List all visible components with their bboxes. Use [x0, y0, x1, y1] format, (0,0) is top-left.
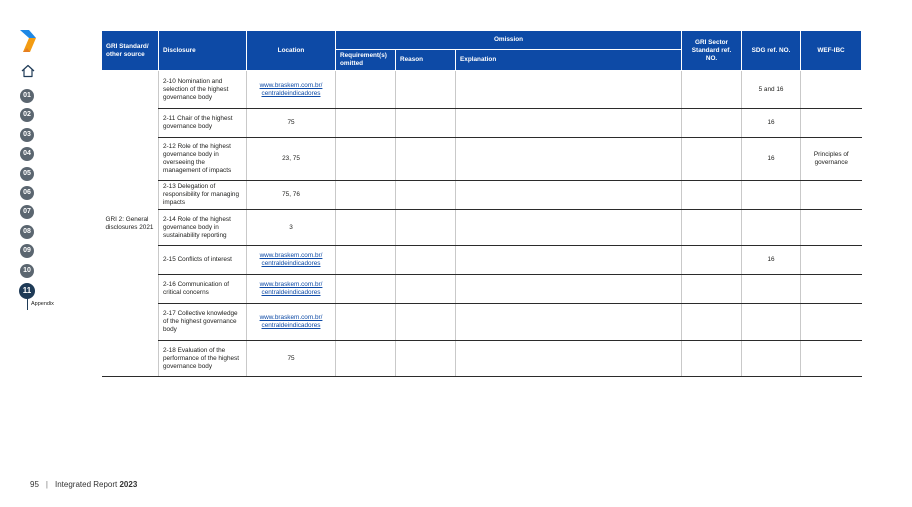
requirement-cell: [336, 246, 396, 275]
header-wef-ibc: WEF-IBC: [801, 31, 862, 71]
explanation-cell: [456, 109, 682, 138]
gri-content-index-table: [101, 30, 862, 377]
disclosure-cell: 2-12 Role of the highest governance body in overseeing the management of impacts: [159, 138, 247, 181]
location-cell: 23, 75: [247, 138, 336, 181]
sector-standard-cell: [682, 275, 742, 304]
sector-standard-cell: [682, 138, 742, 181]
sector-standard-cell: [682, 109, 742, 138]
explanation-cell: [456, 304, 682, 341]
sector-standard-cell: [682, 71, 742, 109]
wef-ibc-cell: [801, 109, 862, 138]
wef-ibc-cell: [801, 71, 862, 109]
active-chapter-marker: [27, 298, 28, 310]
location-cell: [247, 304, 336, 341]
sector-standard-cell: [682, 341, 742, 377]
sdg-cell: [742, 275, 801, 304]
explanation-cell: [456, 246, 682, 275]
sector-standard-cell: [682, 210, 742, 246]
sector-standard-cell: [682, 181, 742, 210]
table-row: [102, 181, 862, 210]
header-standard: GRI Standard/ other source: [102, 31, 159, 71]
header-omission: Omission: [336, 31, 682, 50]
wef-ibc-cell: [801, 210, 862, 246]
indicators-link[interactable]: www.braskem.com.br/ centraldeindicadores: [259, 252, 323, 267]
disclosure-cell: 2-14 Role of the highest governance body in sustainability reporting: [159, 210, 247, 246]
location-cell: 75: [247, 341, 336, 377]
location-cell: [247, 275, 336, 304]
sdg-cell: [742, 181, 801, 210]
disclosure-cell: 2-17 Collective knowledge of the highest governance body: [159, 304, 247, 341]
chapter-03-button[interactable]: 03: [20, 128, 34, 142]
reason-cell: [396, 304, 456, 341]
reason-cell: [396, 210, 456, 246]
sdg-cell: 16: [742, 246, 801, 275]
requirement-cell: [336, 138, 396, 181]
header-sdg: SDG ref. NO.: [742, 31, 801, 71]
location-cell: [247, 71, 336, 109]
explanation-cell: [456, 275, 682, 304]
table-row: [102, 138, 862, 181]
chapter-02-button[interactable]: 02: [20, 108, 34, 122]
header-reason: Reason: [396, 50, 456, 71]
reason-cell: [396, 109, 456, 138]
explanation-cell: [456, 181, 682, 210]
location-cell: 75, 76: [247, 181, 336, 210]
sector-standard-cell: [682, 246, 742, 275]
header-requirement: Requirement(s) omitted: [336, 50, 396, 71]
chapter-07-button[interactable]: 07: [20, 205, 34, 219]
table-row: [102, 71, 862, 109]
disclosure-cell: 2-13 Delegation of responsibility for managing impacts: [159, 181, 247, 210]
reason-cell: [396, 181, 456, 210]
requirement-cell: [336, 341, 396, 377]
indicators-link[interactable]: www.braskem.com.br/ centraldeindicadores: [259, 81, 323, 97]
sdg-cell: [742, 341, 801, 377]
disclosure-cell: 2-15 Conflicts of interest: [159, 246, 247, 275]
indicators-link[interactable]: www.braskem.com.br/ centraldeindicadores: [259, 314, 323, 329]
explanation-cell: [456, 210, 682, 246]
requirement-cell: [336, 275, 396, 304]
sdg-cell: 5 and 16: [742, 71, 801, 109]
chapter-10-button[interactable]: 10: [20, 264, 34, 278]
requirement-cell: [336, 304, 396, 341]
chapter-05-button[interactable]: 05: [20, 167, 34, 181]
sdg-cell: 16: [742, 109, 801, 138]
active-chapter-label[interactable]: Appendix: [31, 301, 54, 307]
reason-cell: [396, 341, 456, 377]
table-row: [102, 246, 862, 275]
explanation-cell: [456, 341, 682, 377]
table-row: [102, 210, 862, 246]
location-cell: [247, 246, 336, 275]
chapter-06-button[interactable]: 06: [20, 186, 34, 200]
table-row: [102, 304, 862, 341]
table-row: [102, 341, 862, 377]
header-disclosure: Disclosure: [159, 31, 247, 71]
indicators-link[interactable]: www.braskem.com.br/ centraldeindicadores: [259, 281, 323, 296]
reason-cell: [396, 71, 456, 109]
wef-ibc-cell: [801, 181, 862, 210]
report-title: Integrated Report: [54, 480, 118, 489]
reason-cell: [396, 138, 456, 181]
wef-ibc-cell: [801, 246, 862, 275]
wef-ibc-cell: Principles of governance: [801, 138, 862, 181]
disclosure-cell: 2-10 Nomination and selection of the highest governance body: [159, 71, 247, 109]
explanation-cell: [456, 71, 682, 109]
footer-divider: |: [45, 480, 48, 489]
disclosure-cell: 2-16 Communication of critical concerns: [159, 275, 247, 304]
page-number: 95: [30, 480, 39, 489]
chapter-09-button[interactable]: 09: [20, 244, 34, 258]
gri-standard-cell: GRI 2: General disclosures 2021: [102, 71, 159, 377]
disclosure-cell: 2-18 Evaluation of the performance of the highest governance body: [159, 341, 247, 377]
requirement-cell: [336, 210, 396, 246]
reason-cell: [396, 246, 456, 275]
requirement-cell: [336, 71, 396, 109]
location-cell: 3: [247, 210, 336, 246]
disclosure-cell: 2-11 Chair of the highest governance body: [159, 109, 247, 138]
chapter-navigation: [20, 89, 35, 304]
wef-ibc-cell: [801, 304, 862, 341]
chapter-04-button[interactable]: 04: [20, 147, 34, 161]
sdg-cell: [742, 210, 801, 246]
chapter-08-button[interactable]: 08: [20, 225, 34, 239]
location-cell: 75: [247, 109, 336, 138]
header-sector-standard: GRI Sector Standard ref. NO.: [682, 31, 742, 71]
requirement-cell: [336, 181, 396, 210]
requirement-cell: [336, 109, 396, 138]
header-location: Location: [247, 31, 336, 71]
page-footer: [30, 480, 137, 489]
explanation-cell: [456, 138, 682, 181]
reason-cell: [396, 275, 456, 304]
wef-ibc-cell: [801, 341, 862, 377]
sector-standard-cell: [682, 304, 742, 341]
home-icon[interactable]: [21, 64, 35, 78]
table-row: [102, 275, 862, 304]
header-explanation: Explanation: [456, 50, 682, 71]
braskem-logo-icon[interactable]: [20, 30, 36, 52]
sdg-cell: 16: [742, 138, 801, 181]
table-row: [102, 109, 862, 138]
chapter-11-button[interactable]: 11: [19, 283, 35, 299]
report-year: 2023: [119, 480, 138, 489]
wef-ibc-cell: [801, 275, 862, 304]
sdg-cell: [742, 304, 801, 341]
chapter-01-button[interactable]: 01: [20, 89, 34, 103]
